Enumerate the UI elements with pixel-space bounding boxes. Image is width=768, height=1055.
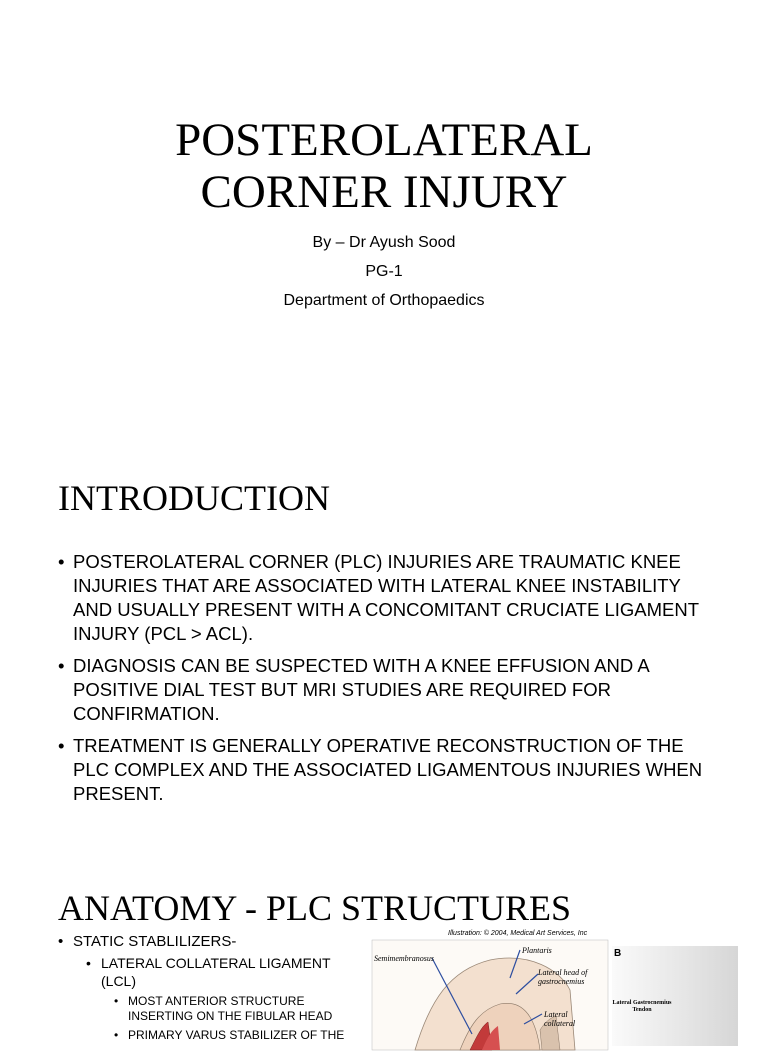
bullet-list: [58, 550, 718, 814]
label-lateral-collateral: Lateral collateral: [544, 1010, 576, 1028]
slide-heading: ANATOMY - PLC STRUCTURES: [58, 888, 572, 928]
author-line: By – Dr Ayush Sood: [312, 234, 456, 251]
bullet-level-3: [58, 1028, 368, 1043]
label-lateral-head: Lateral head of gastrocnemius: [538, 968, 588, 986]
bullet-text: STATIC STABLILIZERS-: [73, 933, 237, 950]
anatomy-bullets: [58, 932, 368, 1043]
bullet-text: POSTEROLATERAL CORNER (PLC) INJURIES ARE TRAUMATIC KNEE INJURIES THAT ARE ASSOCIATED WITH LATERAL KNEE INSTABILITY AND USUALLY PRESENT WITH A CONCOMITANT CRUCIATE LIGAMENT INJURY (PCL > ACL).: [73, 551, 699, 644]
title-line-2: CORNER INJURY: [200, 166, 568, 218]
bullet-text: LATERAL COLLATERAL LIGAMENT (LCL): [101, 955, 331, 989]
label-semimembranosus: Semimembranosus: [374, 954, 434, 963]
anatomy-photo: [612, 946, 738, 1046]
anatomy-illustration: [370, 930, 610, 1050]
figure-panel-label: Lateral Gastrocnemius Tendon: [612, 1000, 672, 1013]
bullet-dot: •: [114, 994, 119, 1008]
bullet-dot: •: [58, 933, 64, 950]
bullet-dot: •: [114, 1028, 119, 1042]
bullet-level-2: [58, 954, 368, 990]
bullet-text: MOST ANTERIOR STRUCTURE INSERTING ON THE FIBULAR HEAD: [128, 994, 333, 1023]
figure-panel-letter: B: [614, 948, 622, 959]
bullet-dot: •: [58, 735, 65, 756]
figure-credit: Illustration: © 2004, Medical Art Services, Inc: [448, 930, 588, 937]
anatomy-slide: [0, 864, 768, 1042]
bullet-level-3: [58, 994, 368, 1024]
title-line-1: POSTEROLATERAL: [175, 114, 593, 166]
bullet-dot: •: [58, 655, 65, 676]
bullet-item: [58, 550, 718, 646]
bullet-item: [58, 654, 718, 726]
knee-anatomy-drawing: [370, 930, 610, 1050]
bullet-level-1: [58, 932, 368, 952]
bullet-dot: •: [86, 955, 91, 971]
department-line: Department of Orthopaedics: [283, 292, 485, 309]
introduction-slide: [0, 432, 768, 864]
bullet-text: PRIMARY VARUS STABILIZER OF THE: [128, 1028, 345, 1042]
bullet-dot: •: [58, 551, 65, 572]
bullet-text: DIAGNOSIS CAN BE SUSPECTED WITH A KNEE EFFUSION AND A POSITIVE DIAL TEST BUT MRI STUDIES ARE REQUIRED FOR CONFIRMATION.: [73, 655, 649, 724]
bullet-text: TREATMENT IS GENERALLY OPERATIVE RECONSTRUCTION OF THE PLC COMPLEX AND THE ASSOCIATED LIGAMENTOUS INJURIES WHEN PRESENT.: [73, 735, 703, 804]
subtitle-block: [0, 228, 768, 315]
slide-heading: INTRODUCTION: [58, 478, 330, 518]
bullet-item: [58, 734, 718, 806]
presentation-title: [0, 114, 768, 218]
position-line: PG-1: [365, 263, 403, 280]
title-slide: [0, 0, 768, 432]
label-plantaris: Plantaris: [522, 946, 552, 955]
